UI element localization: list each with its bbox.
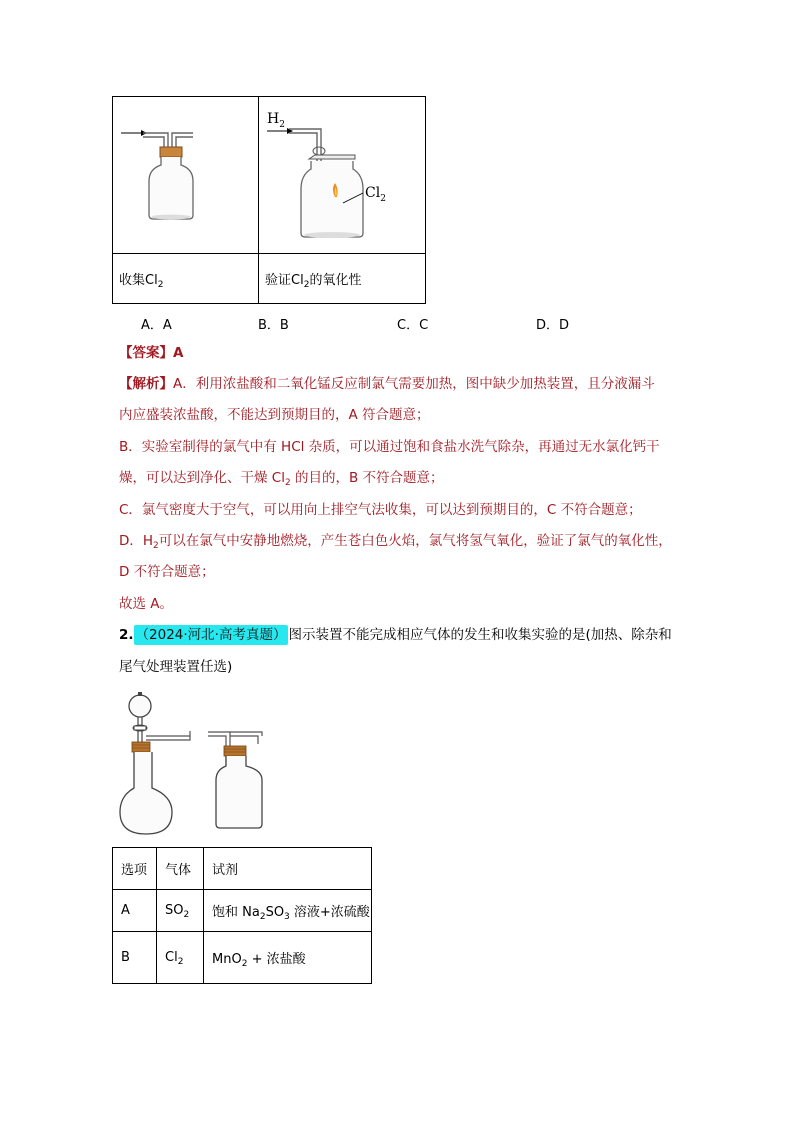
- question-2-line-1: 2. （2024·河北·高考真题） 图示装置不能完成相应气体的发生和收集实验的是(加热、除杂和: [119, 627, 672, 643]
- header-gas: 气体: [157, 848, 204, 890]
- option-a: A．A: [141, 318, 172, 333]
- question-2-line-2: 尾气处理装置任选): [119, 659, 233, 675]
- analysis-line-2: 内应盛装浓盐酸，不能达到预期目的，A 符合题意；: [119, 407, 430, 423]
- option-d: D．D: [536, 318, 570, 333]
- analysis-line-7: D 不符合题意；: [119, 564, 215, 580]
- option-b: B．B: [258, 318, 289, 333]
- header-option: 选项: [113, 848, 157, 890]
- gas-generation-and-collection-figure: [112, 688, 282, 840]
- analysis-line-3: B．实验室制得的氯气中有 HCl 杂质，可以通过饱和食盐水洗气除杂，再通过无水氯化钙干: [119, 439, 660, 455]
- row-a-gas: $SO_2$: [157, 890, 204, 932]
- caption-collect: 收集$Cl_2$: [113, 254, 259, 304]
- analysis-line-6: D．$H_2$可以在氯气中安静地燃烧，产生苍白色火焰，氯气将氢气氧化，验证了氯气的氧化性，: [119, 533, 672, 551]
- row-a-option: A: [113, 890, 157, 932]
- cl2-gas-label: $Cl_2$: [365, 185, 386, 204]
- option-c: C．C: [397, 318, 429, 333]
- gas-collection-bottle-figure: [113, 97, 258, 253]
- figure-cell-verify: [259, 97, 426, 254]
- table-row: [113, 932, 372, 984]
- figure-cell-collect: [113, 97, 259, 254]
- row-b-option: B: [113, 932, 157, 984]
- row-b-gas: $Cl_2$: [157, 932, 204, 984]
- analysis-line-5: C．氯气密度大于空气，可以用向上排空气法收集，可以达到预期目的，C 不符合题意；: [119, 502, 642, 518]
- reagent-table: [112, 847, 372, 984]
- header-reagent: 试剂: [204, 848, 372, 890]
- row-b-reagent: MnO$_2$ + 浓盐酸: [204, 932, 372, 984]
- analysis-line-1: 【解析】A．利用浓盐酸和二氧化锰反应制氯气需要加热，图中缺少加热装置，且分液漏斗: [119, 376, 655, 392]
- caption-verify: 验证$Cl_2$的氧化性: [259, 254, 426, 304]
- analysis-conclusion: 故选 A。: [119, 596, 174, 612]
- answer-line: 【答案】A: [119, 345, 184, 361]
- analysis-line-4: 燥，可以达到净化、干燥 $Cl_2$ 的目的，B 不符合题意；: [119, 470, 444, 488]
- source-tag: （2024·河北·高考真题）: [135, 627, 287, 643]
- row-a-reagent: 饱和 $Na_2SO_3$ 溶液+浓硫酸: [204, 890, 372, 932]
- hydrogen-burning-in-chlorine-figure: [259, 97, 425, 253]
- table-row: [113, 890, 372, 932]
- h2-inlet-label: $H_2$: [267, 111, 285, 130]
- apparatus-table: [112, 96, 426, 304]
